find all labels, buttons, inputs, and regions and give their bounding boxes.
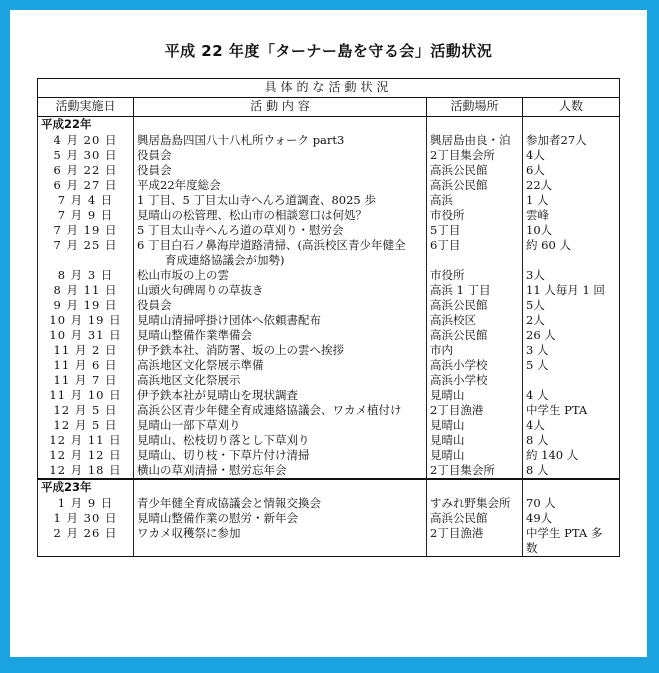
count-cell (523, 223, 620, 238)
count-cell (523, 343, 620, 358)
content-text: 見晴山、松枝切り落とし下草刈り (137, 433, 310, 447)
table-row (38, 193, 620, 208)
place-cell: 高浜公民館 (427, 511, 523, 526)
count-text: 2人 (526, 313, 545, 327)
date-cell: 2 月 26 日 (38, 526, 134, 557)
content-cell (134, 526, 427, 557)
era-row (38, 479, 620, 496)
era-row-blank-cell (134, 117, 427, 134)
era-row-blank-cell (427, 479, 523, 496)
content-cell (134, 268, 427, 283)
content-text: 山頭火句碑周りの草抜き (137, 283, 264, 297)
content-cell (134, 463, 427, 479)
content-text: 横山の草刈清掃・慰労忘年会 (137, 463, 287, 477)
count-cell (523, 328, 620, 343)
era-label: 平成22年 (38, 117, 134, 134)
count-text: 11 人毎月 1 回 (526, 283, 605, 297)
content-text: 見晴山、切り枝・下草片付け清掃 (137, 448, 310, 462)
content-text: 青少年健全育成協議会と情報交換会 (137, 496, 321, 510)
place-cell: 市役所 (427, 208, 523, 223)
count-cell (523, 496, 620, 511)
column-header-count: 人数 (523, 98, 620, 117)
count-text: 10人 (526, 223, 553, 237)
content-cell (134, 208, 427, 223)
place-cell: 2丁目集会所 (427, 463, 523, 479)
count-cell (523, 373, 620, 388)
content-text: 松山市坂の上の雲 (137, 268, 229, 282)
table-row (38, 268, 620, 283)
table-row (38, 208, 620, 223)
content-cell (134, 403, 427, 418)
place-cell: 高浜 (427, 193, 523, 208)
table-row (38, 511, 620, 526)
count-cell (523, 313, 620, 328)
table-row (38, 496, 620, 511)
count-text: 6人 (526, 163, 545, 177)
place-cell: すみれ野集会所 (427, 496, 523, 511)
count-cell (523, 433, 620, 448)
content-cell (134, 496, 427, 511)
count-cell (523, 283, 620, 298)
column-header-place: 活動場所 (427, 98, 523, 117)
count-cell (523, 178, 620, 193)
content-text: 役員会 (137, 148, 172, 162)
count-text: 70 人 (526, 496, 556, 510)
count-text: 8 人 (526, 433, 549, 447)
content-cell (134, 193, 427, 208)
content-cell (134, 298, 427, 313)
count-text: 4 人 (526, 388, 549, 402)
date-cell: 8 月 11 日 (38, 283, 134, 298)
content-text: 平成22年度総会 (137, 178, 221, 192)
content-cell (134, 343, 427, 358)
table-row (38, 238, 620, 268)
content-text: 伊予鉄本社が見晴山を現状調査 (137, 388, 298, 402)
date-cell: 12 月 12 日 (38, 448, 134, 463)
era-row-blank-cell (523, 479, 620, 496)
content-cell (134, 328, 427, 343)
content-cell (134, 511, 427, 526)
count-cell (523, 526, 620, 557)
column-header-date: 活動実施日 (38, 98, 134, 117)
count-text: 約 60 人 (526, 238, 571, 252)
count-cell (523, 208, 620, 223)
content-text: 高浜地区文化祭展示準備 (137, 358, 264, 372)
content-cell (134, 238, 427, 268)
date-cell: 9 月 19 日 (38, 298, 134, 313)
count-cell (523, 388, 620, 403)
content-text: 役員会 (137, 298, 172, 312)
table-row (38, 526, 620, 557)
table-row (38, 283, 620, 298)
place-cell: 市役所 (427, 268, 523, 283)
era-row-blank-cell (523, 117, 620, 134)
table-row (38, 463, 620, 479)
count-text: 22人 (526, 178, 553, 192)
table-row (38, 358, 620, 373)
date-cell: 4 月 20 日 (38, 133, 134, 148)
table-row (38, 403, 620, 418)
place-cell: 高浜校区 (427, 313, 523, 328)
date-cell: 8 月 3 日 (38, 268, 134, 283)
count-cell (523, 418, 620, 433)
place-cell: 6丁目 (427, 238, 523, 268)
count-cell (523, 358, 620, 373)
date-cell: 12 月 5 日 (38, 403, 134, 418)
content-text: 見晴山整備作業準備会 (137, 328, 252, 342)
place-cell: 2丁目集会所 (427, 148, 523, 163)
content-cell (134, 388, 427, 403)
era-label: 平成23年 (38, 479, 134, 496)
table-body (38, 117, 620, 557)
content-cell (134, 178, 427, 193)
content-cell (134, 448, 427, 463)
count-text: 49人 (526, 511, 553, 525)
content-text: ワカメ収穫祭に参加 (137, 526, 241, 540)
content-text-continued: 育成連絡協議会が加勢) (165, 253, 285, 267)
count-text: 中学生 PTA 多 (526, 526, 603, 540)
count-cell (523, 403, 620, 418)
count-cell (523, 463, 620, 479)
count-text: 3人 (526, 268, 545, 282)
count-cell (523, 511, 620, 526)
count-text-continued: 数 (526, 541, 538, 555)
count-cell (523, 148, 620, 163)
content-text: 興居島島四国八十八札所ウォーク part3 (137, 133, 345, 147)
content-cell (134, 283, 427, 298)
activity-table (37, 78, 620, 557)
document-page (10, 10, 647, 657)
content-text: 見晴山の松管理、松山市の相談窓口は何処？ (137, 208, 367, 222)
content-cell (134, 358, 427, 373)
date-cell: 11 月 10 日 (38, 388, 134, 403)
content-text: 5 丁目太山寺へんろ道の草刈り・慰労会 (137, 223, 344, 237)
count-text: 3 人 (526, 343, 549, 357)
date-cell: 7 月 25 日 (38, 238, 134, 268)
count-text: 参加者27人 (526, 133, 587, 147)
content-cell (134, 433, 427, 448)
count-cell (523, 448, 620, 463)
content-cell (134, 133, 427, 148)
date-cell: 7 月 9 日 (38, 208, 134, 223)
date-cell: 6 月 27 日 (38, 178, 134, 193)
place-cell: 5丁目 (427, 223, 523, 238)
count-text: 中学生 PTA (526, 403, 588, 417)
place-cell: 高浜公民館 (427, 298, 523, 313)
place-cell: 高浜公民館 (427, 178, 523, 193)
place-cell: 2丁目漁港 (427, 526, 523, 557)
date-cell: 5 月 30 日 (38, 148, 134, 163)
content-cell (134, 163, 427, 178)
date-cell: 10 月 19 日 (38, 313, 134, 328)
table-row (38, 133, 620, 148)
document-title: 平成 22 年度「ターナー島を守る会」活動状況 (164, 42, 493, 60)
date-cell: 12 月 5 日 (38, 418, 134, 433)
date-cell: 11 月 6 日 (38, 358, 134, 373)
count-text: 雲峰 (526, 208, 549, 222)
era-row (38, 117, 620, 134)
section-header: 具体的な活動状況 (38, 79, 620, 98)
place-cell: 2丁目漁港 (427, 403, 523, 418)
table-row (38, 328, 620, 343)
count-text: 4人 (526, 148, 545, 162)
place-cell: 高浜公民館 (427, 328, 523, 343)
count-text: 8 人 (526, 463, 549, 477)
date-cell: 1 月 30 日 (38, 511, 134, 526)
table-row (38, 313, 620, 328)
place-cell: 高浜小学校 (427, 358, 523, 373)
count-cell (523, 193, 620, 208)
content-cell (134, 313, 427, 328)
place-cell: 見晴山 (427, 433, 523, 448)
place-cell: 市内 (427, 343, 523, 358)
table-row (38, 448, 620, 463)
table-row (38, 223, 620, 238)
table-row (38, 388, 620, 403)
content-text: 見晴山整備作業の慰労・新年会 (137, 511, 298, 525)
content-cell (134, 223, 427, 238)
content-text: 高浜公区青少年健全育成連絡協議会、ワカメ植付け (137, 403, 402, 417)
era-row-blank-cell (427, 117, 523, 134)
content-text: 役員会 (137, 163, 172, 177)
content-cell (134, 373, 427, 388)
content-text: 見晴山清掃呼掛け団体へ依頼書配布 (137, 313, 321, 327)
count-text: 5人 (526, 298, 545, 312)
date-cell: 12 月 18 日 (38, 463, 134, 479)
date-cell: 1 月 9 日 (38, 496, 134, 511)
date-cell: 10 月 31 日 (38, 328, 134, 343)
table-row (38, 178, 620, 193)
content-text: 6 丁目白石ノ鼻海岸道路清掃、(高浜校区青少年健全 (137, 238, 406, 252)
place-cell: 見晴山 (427, 418, 523, 433)
content-text: 1 丁目、5 丁目太山寺へんろ道調査、8025 歩 (137, 193, 376, 207)
column-header-content: 活 動 内 容 (134, 98, 427, 117)
count-cell (523, 163, 620, 178)
count-text: 4人 (526, 418, 545, 432)
table-row (38, 373, 620, 388)
place-cell: 高浜 1 丁目 (427, 283, 523, 298)
place-cell: 見晴山 (427, 388, 523, 403)
count-cell (523, 298, 620, 313)
table-row (38, 163, 620, 178)
content-text: 伊予鉄本社、消防署、坂の上の雲へ挨拶 (137, 343, 344, 357)
date-cell: 6 月 22 日 (38, 163, 134, 178)
count-cell (523, 133, 620, 148)
date-cell: 7 月 4 日 (38, 193, 134, 208)
count-cell (523, 268, 620, 283)
place-cell: 興居島由良・泊 (427, 133, 523, 148)
count-text: 5 人 (526, 358, 549, 372)
table-row (38, 298, 620, 313)
content-cell (134, 148, 427, 163)
place-cell: 高浜公民館 (427, 163, 523, 178)
count-cell (523, 238, 620, 268)
era-row-blank-cell (134, 479, 427, 496)
content-cell (134, 418, 427, 433)
date-cell: 11 月 7 日 (38, 373, 134, 388)
place-cell: 見晴山 (427, 448, 523, 463)
place-cell: 高浜小学校 (427, 373, 523, 388)
table-row (38, 148, 620, 163)
content-text: 見晴山一部下草刈り (137, 418, 241, 432)
count-text: 1 人 (526, 193, 549, 207)
content-text: 高浜地区文化祭展示 (137, 373, 241, 387)
date-cell: 11 月 2 日 (38, 343, 134, 358)
count-text: 約 140 人 (526, 448, 579, 462)
date-cell: 12 月 11 日 (38, 433, 134, 448)
count-text: 26 人 (526, 328, 556, 342)
table-row (38, 433, 620, 448)
table-row (38, 343, 620, 358)
table-row (38, 418, 620, 433)
date-cell: 7 月 19 日 (38, 223, 134, 238)
